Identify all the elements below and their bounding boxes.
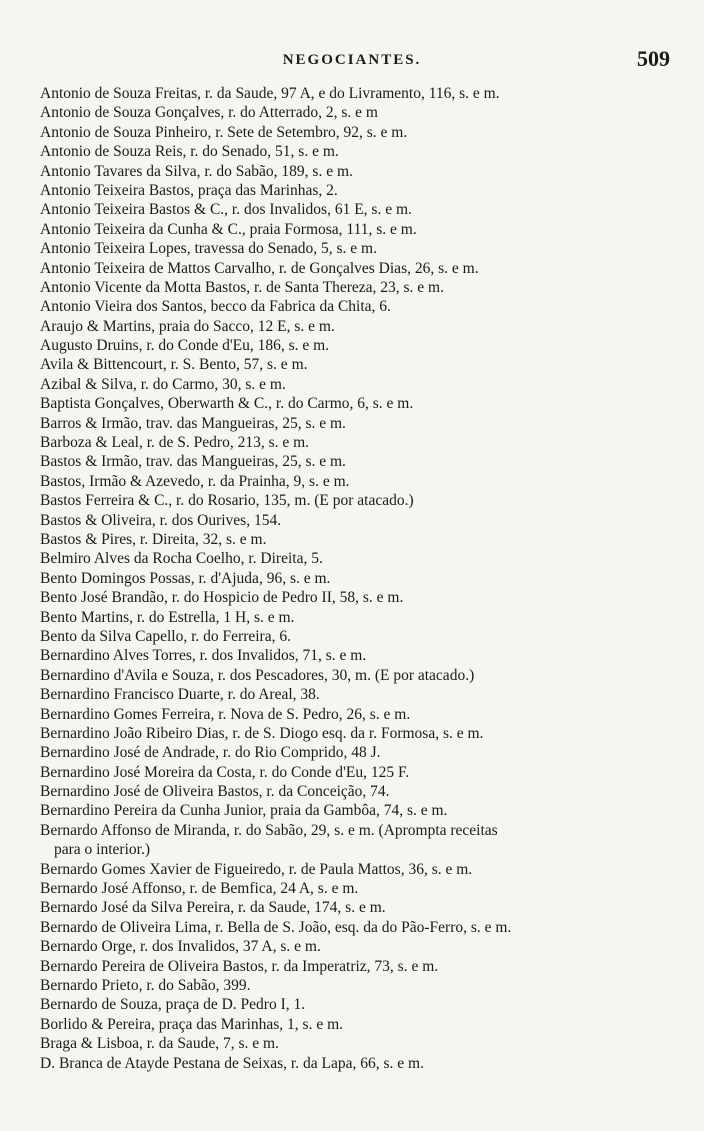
list-item: Bento da Silva Capello, r. do Ferreira, 6.: [40, 627, 291, 645]
list-item: Baptista Gonçalves, Oberwarth & C., r. do Carmo, 6, s. e m.: [40, 395, 414, 413]
page-number: 509: [637, 46, 670, 71]
list-item: Borlido & Pereira, praça das Marinhas, 1, s. e m.: [40, 1015, 344, 1033]
list-item: Bernardino José Moreira da Costa, r. do Conde d'Eu, 125 F.: [40, 763, 410, 781]
list-item: Bernardino João Ribeiro Dias, r. de S. Diogo esq. da r. Formosa, s. e m.: [40, 724, 484, 742]
list-item: Barros & Irmão, trav. das Mangueiras, 25, s. e m.: [40, 414, 346, 432]
list-item: Antonio Vieira dos Santos, becco da Fabrica da Chita, 6.: [40, 298, 391, 316]
list-item: Bernardo Prieto, r. do Sabão, 399.: [40, 976, 251, 994]
list-item: Bernardo José Affonso, r. de Bemfica, 24 A, s. e m.: [40, 880, 359, 898]
list-item: Bernardino Gomes Ferreira, r. Nova de S. Pedro, 26, s. e m.: [40, 705, 411, 723]
list-item: Antonio Tavares da Silva, r. do Sabão, 189, s. e m.: [40, 162, 353, 180]
list-item: para o interior.): [54, 841, 150, 859]
list-item: D. Branca de Atayde Pestana de Seixas, r. da Lapa, 66, s. e m.: [40, 1054, 424, 1072]
list-item: Bento José Brandão, r. do Hospicio de Pedro II, 58, s. e m.: [40, 589, 404, 607]
list-item: Bernardino José de Andrade, r. do Rio Comprido, 48 J.: [40, 744, 381, 762]
list-item: Antonio Teixeira Bastos, praça das Marinhas, 2.: [40, 181, 338, 199]
list-item: Bastos, Irmão & Azevedo, r. da Prainha, 9, s. e m.: [40, 472, 350, 490]
list-item: Antonio Teixeira da Cunha & C., praia Formosa, 111, s. e m.: [40, 220, 417, 238]
list-item: Bernardo Affonso de Miranda, r. do Sabão, 29, s. e m. (Apromptа receitas: [40, 821, 498, 839]
list-item: Belmiro Alves da Rocha Coelho, r. Direita, 5.: [40, 550, 323, 568]
list-item: Azibal & Silva, r. do Carmo, 30, s. e m.: [40, 375, 286, 393]
list-item: Antonio Vicente da Motta Bastos, r. de Santa Thereza, 23, s. e m.: [40, 278, 444, 296]
list-item: Augusto Druins, r. do Conde d'Eu, 186, s. e m.: [40, 337, 330, 355]
merchant-list: [40, 84, 680, 1073]
list-item: Bernardino Pereira da Cunha Junior, praia da Gambôa, 74, s. e m.: [40, 802, 448, 820]
list-item: Araujo & Martins, praia do Sacco, 12 E, s. e m.: [40, 317, 335, 335]
list-item: Antonio Teixeira de Mattos Carvalho, r. de Gonçalves Dias, 26, s. e m.: [40, 259, 479, 277]
list-item: Antonio de Souza Freitas, r. da Saude, 97 A, e do Livramento, 116, s. e m.: [40, 85, 500, 102]
list-item: Bernardino José de Oliveira Bastos, r. da Conceição, 74.: [40, 783, 390, 801]
list-item: Bastos & Pires, r. Direita, 32, s. e m.: [40, 530, 267, 548]
list-item: Bernardino Francisco Duarte, r. do Areal, 38.: [40, 686, 320, 704]
list-item: Braga & Lisboa, r. da Saude, 7, s. e m.: [40, 1035, 279, 1053]
list-item: Bernardino Alves Torres, r. dos Invalidos, 71, s. e m.: [40, 647, 367, 665]
list-item: Bernardo Pereira de Oliveira Bastos, r. da Imperatriz, 73, s. e m.: [40, 957, 439, 975]
list-item: Bernardo de Oliveira Lima, r. Bella de S. João, esq. da do Pão-Ferro, s. e m.: [40, 918, 512, 936]
list-item: Antonio Teixeira Lopes, travessa do Senado, 5, s. e m.: [40, 240, 377, 258]
list-item: Antonio Teixeira Bastos & C., r. dos Invalidos, 61 E, s. e m.: [40, 201, 412, 219]
list-item: Barboza & Leal, r. de S. Pedro, 213, s. e m.: [40, 434, 310, 452]
list-item: Antonio de Souza Reis, r. do Senado, 51, s. e m.: [40, 143, 339, 161]
list-item: Bastos Ferreira & C., r. do Rosario, 135, m. (E por atacado.): [40, 492, 414, 510]
list-item: Bernardino d'Avila e Souza, r. dos Pescadores, 30, m. (E por atacado.): [40, 666, 475, 684]
list-item: Bernardo de Souza, praça de D. Pedro I, 1.: [40, 996, 306, 1014]
list-item: Bento Martins, r. do Estrella, 1 H, s. e m.: [40, 608, 295, 626]
list-item: Bento Domingos Possas, r. d'Ajuda, 96, s. e m.: [40, 569, 331, 587]
list-item: Bernardo Gomes Xavier de Figueiredo, r. de Paula Mattos, 36, s. e m.: [40, 860, 473, 878]
list-item: Antonio de Souza Gonçalves, r. do Atterrado, 2, s. e m: [40, 104, 378, 122]
list-item: Bastos & Oliveira, r. dos Ourives, 154.: [40, 511, 282, 529]
list-item: Antonio de Souza Pinheiro, r. Sete de Setembro, 92, s. e m.: [40, 123, 408, 141]
page-title: NEGOCIANTES.: [282, 52, 422, 68]
list-item: Bastos & Irmão, trav. das Mangueiras, 25, s. e m.: [40, 453, 346, 471]
list-item: Bernardo José da Silva Pereira, r. da Saude, 174, s. e m.: [40, 899, 386, 917]
list-item: Bernardo Orge, r. dos Invalidos, 37 A, s. e m.: [40, 938, 321, 956]
list-item: Avila & Bittencourt, r. S. Bento, 57, s. e m.: [40, 356, 308, 374]
